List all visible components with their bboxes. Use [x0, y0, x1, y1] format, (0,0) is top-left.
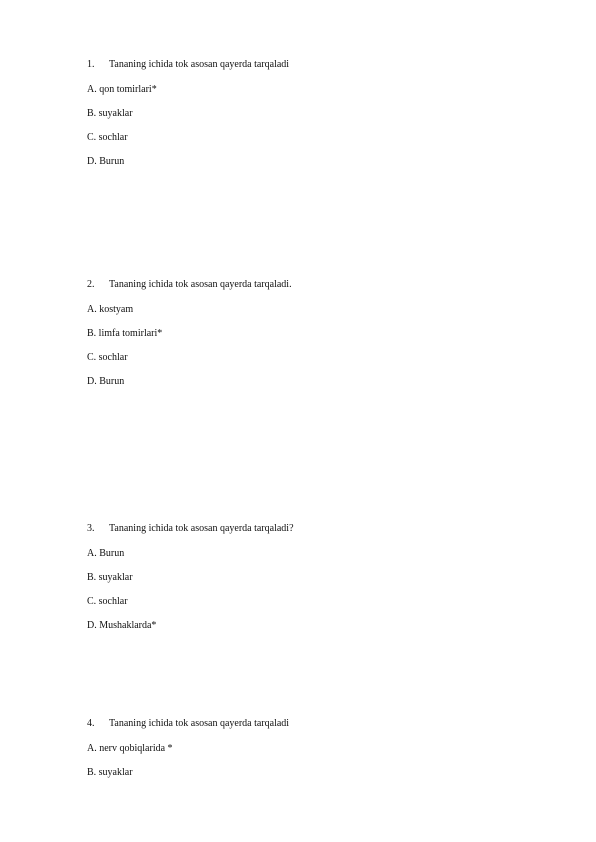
question-4	[87, 718, 289, 730]
option: B. suyaklar	[87, 108, 133, 119]
question-number: 1.	[87, 59, 95, 70]
question-text: Tananing ichida tok asosan qayerda tarqaladi?	[109, 523, 294, 534]
option: C. sochlar	[87, 352, 128, 363]
question-number: 4.	[87, 718, 95, 729]
option: A. nerv qobiqlarida *	[87, 743, 173, 754]
option: B. limfa tomirlari*	[87, 328, 163, 339]
question-number: 3.	[87, 523, 95, 534]
option: B. suyaklar	[87, 767, 133, 778]
question-number: 2.	[87, 279, 95, 290]
option: B. suyaklar	[87, 572, 133, 583]
option: D. Burun	[87, 376, 125, 387]
option: D. Mushaklarda*	[87, 620, 157, 631]
question-2	[87, 279, 292, 291]
option: A. qon tomirlari*	[87, 84, 157, 95]
question-text: Tananing ichida tok asosan qayerda tarqaladi	[109, 59, 290, 70]
option: A. kostyam	[87, 304, 134, 315]
question-1	[87, 59, 289, 71]
question-text: Tananing ichida tok asosan qayerda tarqaladi.	[109, 279, 292, 290]
option: A. Burun	[87, 548, 125, 559]
option: C. sochlar	[87, 596, 128, 607]
option: C. sochlar	[87, 132, 128, 143]
question-3	[87, 523, 294, 535]
question-text: Tananing ichida tok asosan qayerda tarqaladi	[109, 718, 290, 729]
option: D. Burun	[87, 156, 125, 167]
